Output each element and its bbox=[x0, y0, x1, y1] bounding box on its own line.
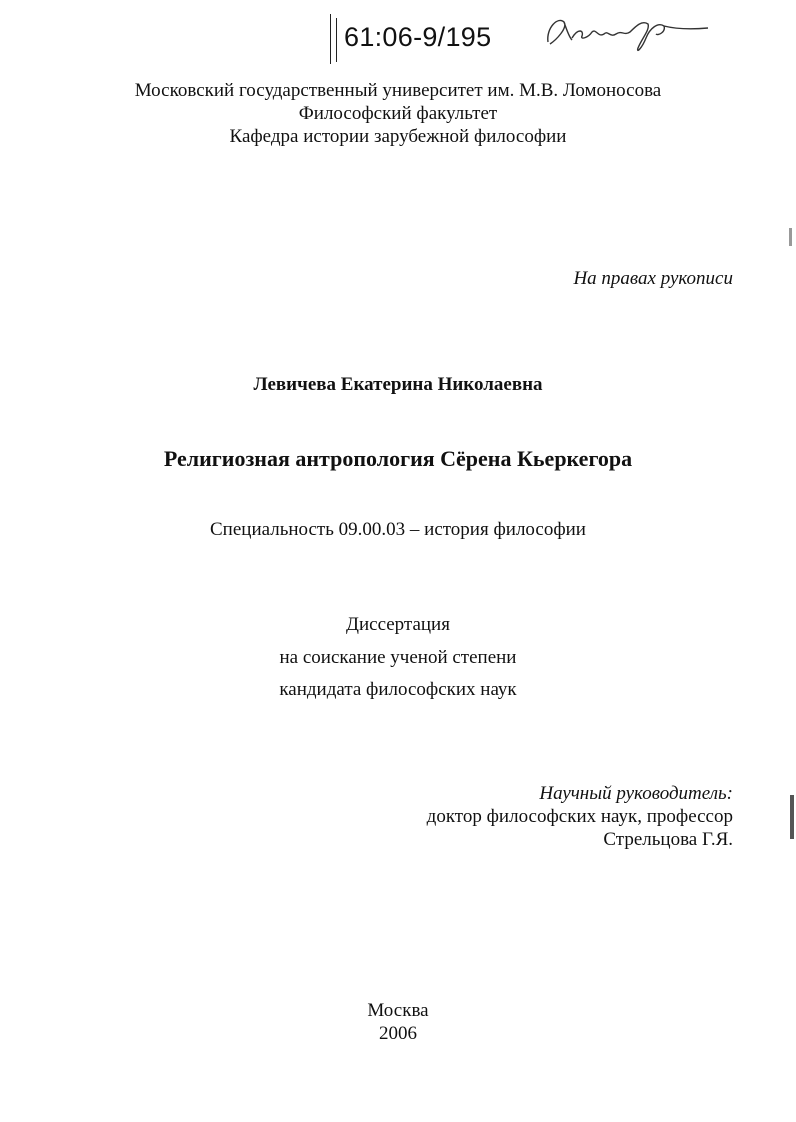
year: 2006 bbox=[379, 1023, 417, 1044]
degree-name: кандидата философских наук bbox=[279, 679, 517, 700]
supervisor-name: Стрельцова Г.Я. bbox=[603, 829, 733, 850]
author-name: Левичева Екатерина Николаевна bbox=[253, 374, 543, 395]
dissertation-title: Религиозная антропология Сёрена Кьеркегора bbox=[163, 446, 633, 471]
scan-mark-top bbox=[789, 228, 792, 246]
rights-note: На правах рукописи bbox=[573, 268, 733, 289]
university-name: Московский государственный университет им. М.В. Ломоносова bbox=[134, 80, 662, 101]
supervisor-degree: доктор философских наук, профессор bbox=[426, 806, 733, 827]
dissertation-label: Диссертация bbox=[346, 614, 450, 635]
supervisor-role: Научный руководитель: bbox=[539, 783, 733, 804]
specialty-line: Специальность 09.00.03 – история философии bbox=[210, 519, 586, 540]
handwritten-signature bbox=[538, 8, 718, 56]
scan-mark-bottom bbox=[790, 795, 794, 839]
stamp-left-line-2 bbox=[336, 18, 337, 62]
faculty-name: Философский факультет bbox=[298, 103, 498, 124]
stamp-left-line bbox=[330, 14, 331, 64]
city: Москва bbox=[367, 1000, 429, 1021]
archive-stamp-code: 61:06-9/195 bbox=[344, 22, 492, 52]
department-name: Кафедра истории зарубежной философии bbox=[229, 126, 567, 147]
degree-purpose: на соискание ученой степени bbox=[279, 647, 517, 668]
